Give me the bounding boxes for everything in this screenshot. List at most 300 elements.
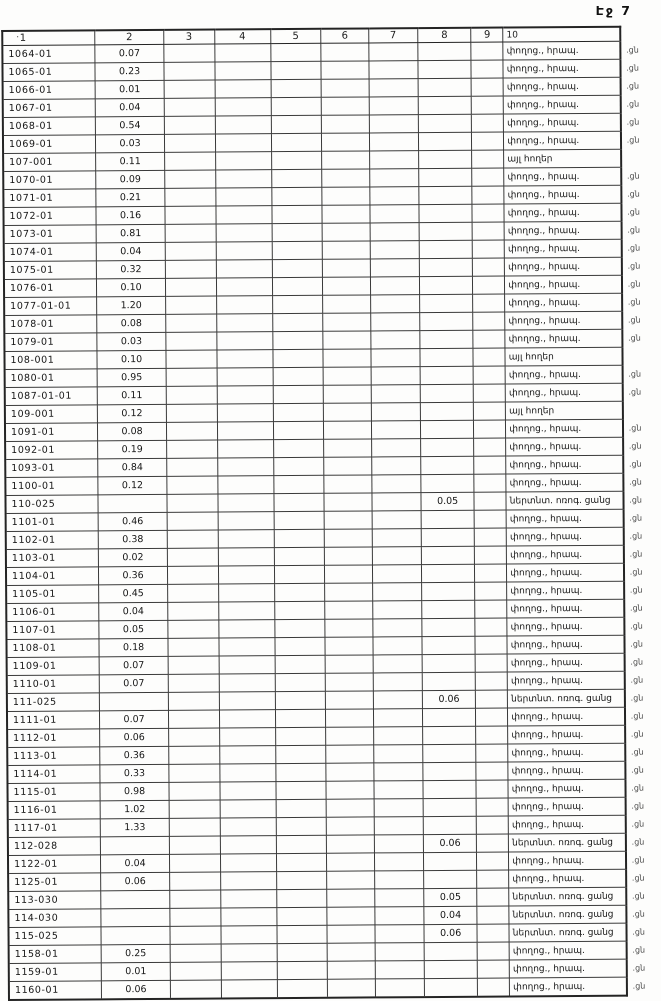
cell-col5	[276, 853, 327, 871]
cell-col7	[375, 925, 424, 943]
cell-col4	[219, 728, 275, 746]
cell-col4	[220, 854, 276, 872]
cell-col4	[218, 512, 274, 530]
margin-mark: .ցն	[627, 261, 641, 271]
cell-col4	[219, 746, 275, 764]
cell-col10: փողոց., հրապ.	[508, 761, 625, 780]
cell-col3	[164, 134, 215, 152]
cell-col1: 1105-01	[6, 585, 99, 604]
cell-col7	[369, 169, 418, 187]
cell-col5	[271, 115, 322, 133]
cell-col4	[217, 440, 273, 458]
cell-col9	[473, 240, 505, 258]
cell-col9	[476, 780, 508, 798]
cell-col6	[323, 367, 370, 385]
cell-col1: 1159-01	[9, 963, 102, 982]
cell-col8	[421, 564, 475, 582]
margin-mark: .ցն	[626, 63, 639, 73]
cell-col2: 1.20	[97, 296, 165, 314]
cell-col8	[423, 780, 477, 798]
cell-col1: 1074-01	[4, 243, 97, 262]
cell-col10: փողոց., հրապ.	[505, 275, 622, 294]
margin-mark: .ցն	[630, 711, 644, 721]
cell-col8	[421, 474, 475, 492]
cell-col7	[374, 835, 423, 853]
cell-col6	[322, 187, 369, 205]
cell-col5	[276, 907, 327, 925]
cell-col5	[274, 583, 325, 601]
cell-col7	[372, 601, 421, 619]
cell-col5	[275, 637, 326, 655]
cell-col3	[168, 638, 219, 656]
cell-col3	[167, 512, 218, 530]
cell-col8	[421, 582, 475, 600]
cell-col7	[371, 457, 420, 475]
cell-col6	[322, 97, 369, 115]
cell-col8	[422, 654, 476, 672]
column-header-10: 10	[503, 27, 620, 42]
cell-col5	[273, 421, 324, 439]
cell-col2	[98, 494, 166, 512]
cell-col6	[323, 313, 370, 331]
cell-col5	[271, 151, 322, 169]
cell-col9	[477, 870, 509, 888]
cell-col1: 1122-01	[8, 855, 101, 874]
cell-col3	[165, 296, 216, 314]
margin-mark: .ցն	[627, 225, 641, 235]
cell-col6	[324, 457, 371, 475]
cell-col8: 0.04	[424, 906, 478, 924]
cell-col3	[166, 422, 217, 440]
cell-col7	[373, 691, 422, 709]
cell-col2: 0.12	[98, 404, 166, 422]
page-number-label: Էջ 7	[595, 3, 632, 18]
cell-col10: փողոց., հրապ.	[503, 77, 620, 96]
cell-col9	[475, 618, 507, 636]
cell-col6	[326, 745, 373, 763]
cell-col4	[217, 458, 273, 476]
cell-col6	[322, 169, 369, 187]
cell-col7	[374, 889, 423, 907]
cell-col6	[322, 223, 369, 241]
cell-col8	[419, 294, 473, 312]
margin-mark: .ցն	[627, 315, 641, 325]
cell-col6	[325, 565, 372, 583]
cell-col3	[166, 404, 217, 422]
cell-col1: 1115-01	[7, 783, 100, 802]
cell-col1: 1108-01	[6, 639, 99, 658]
margin-mark: .ցն	[631, 837, 645, 847]
cell-col10: փողոց., հրապ.	[505, 383, 622, 402]
cell-col10: փողոց., հրապ.	[509, 869, 626, 888]
cell-col4	[220, 890, 276, 908]
cell-col4	[215, 80, 271, 98]
cell-col1: 114-030	[8, 909, 101, 928]
cell-col6	[322, 133, 369, 151]
land-register-table	[1, 25, 661, 1001]
cell-col8	[418, 60, 472, 78]
cell-col9	[475, 510, 507, 528]
cell-col1: 1114-01	[7, 765, 100, 784]
cell-col9	[474, 438, 506, 456]
cell-col3	[168, 656, 219, 674]
margin-mark: .ցն	[628, 441, 642, 451]
cell-col2	[101, 908, 169, 926]
cell-col2	[101, 890, 169, 908]
cell-col5	[273, 403, 324, 421]
cell-col10: փողոց., հրապ.	[508, 725, 625, 744]
cell-col1: 1104-01	[6, 567, 99, 586]
cell-col6	[322, 115, 369, 133]
cell-col10: փողոց., հրապ.	[504, 113, 621, 132]
cell-col4	[216, 206, 272, 224]
cell-col10: այլ հողեր	[505, 347, 622, 366]
cell-col1: 1091-01	[5, 423, 98, 442]
cell-col9	[473, 276, 505, 294]
cell-col5	[276, 835, 327, 853]
cell-col4	[218, 602, 274, 620]
cell-col10: փողոց., հրապ.	[509, 851, 626, 870]
cell-col2: 0.95	[97, 368, 165, 386]
cell-col2: 0.03	[96, 134, 164, 152]
cell-col10: փողոց., հրապ.	[505, 365, 622, 384]
cell-col4	[216, 224, 272, 242]
cell-col1: 1072-01	[3, 207, 96, 226]
cell-col8	[420, 384, 474, 402]
cell-col7	[371, 349, 420, 367]
cell-col1: 111-025	[7, 693, 100, 712]
cell-col2: 0.07	[100, 674, 168, 692]
cell-col1: 112-028	[8, 837, 101, 856]
cell-col10: փողոց., հրապ.	[507, 653, 624, 672]
cell-col4	[215, 188, 271, 206]
cell-col5	[274, 547, 325, 565]
cell-col8	[422, 618, 476, 636]
cell-col10: ներտնտ. ոռոգ. ցանց	[509, 905, 626, 924]
cell-col4	[218, 620, 274, 638]
cell-col7	[370, 313, 419, 331]
cell-col3	[165, 242, 216, 260]
cell-col6	[326, 691, 373, 709]
cell-col1: 1068-01	[3, 117, 96, 136]
cell-col7	[375, 943, 424, 961]
cell-col7	[372, 583, 421, 601]
cell-col3	[169, 890, 220, 908]
cell-col6	[322, 151, 369, 169]
cell-col6	[325, 529, 372, 547]
cell-col4	[217, 476, 273, 494]
cell-col2: 0.02	[99, 548, 167, 566]
cell-col2: 0.08	[98, 422, 166, 440]
cell-col2: 0.46	[98, 512, 166, 530]
cell-col4	[219, 764, 275, 782]
cell-col2: 0.98	[100, 782, 168, 800]
cell-col3	[164, 152, 215, 170]
cell-col3	[169, 818, 220, 836]
cell-col10: փողոց., հրապ.	[507, 635, 624, 654]
cell-col9	[476, 654, 508, 672]
cell-col3	[167, 476, 218, 494]
corner-mark: ·	[16, 32, 20, 43]
cell-col5	[270, 43, 321, 61]
cell-col8	[423, 744, 477, 762]
cell-col10: փողոց., հրապ.	[507, 563, 624, 582]
cell-col1: 1110-01	[7, 675, 100, 694]
cell-col8	[420, 348, 474, 366]
cell-col5	[275, 655, 326, 673]
cell-col6	[327, 925, 374, 943]
cell-col7	[374, 853, 423, 871]
cell-col8	[418, 168, 472, 186]
cell-col1: 115-025	[8, 927, 101, 946]
cell-col7	[375, 979, 424, 998]
margin-mark	[621, 149, 654, 167]
margin-mark: .ցն	[629, 549, 643, 559]
cell-col4	[221, 944, 277, 962]
margin-mark: .ցն	[626, 171, 640, 181]
cell-col2: 0.21	[96, 188, 164, 206]
cell-col5	[272, 277, 323, 295]
cell-col7	[372, 565, 421, 583]
cell-col5	[272, 223, 323, 241]
cell-col8	[418, 78, 472, 96]
cell-col6	[327, 871, 374, 889]
cell-col2	[101, 836, 169, 854]
cell-col3	[167, 530, 218, 548]
margin-mark: .ցն	[629, 585, 643, 595]
cell-col1: 1065-01	[2, 63, 95, 82]
cell-col7	[372, 493, 421, 511]
cell-col2: 0.10	[97, 350, 165, 368]
cell-col10: փողոց., հրապ.	[507, 599, 624, 618]
margin-mark: .ցն	[632, 981, 646, 991]
cell-col7	[370, 259, 419, 277]
cell-col10: փողոց., հրապ.	[509, 941, 626, 960]
cell-col3	[167, 566, 218, 584]
cell-col9	[474, 420, 506, 438]
margin-mark: .ցն	[631, 765, 644, 775]
margin-mark: .ցն	[629, 567, 643, 577]
cell-col2: 0.04	[96, 98, 164, 116]
cell-col4	[216, 332, 272, 350]
cell-col8	[422, 636, 476, 654]
cell-col6	[324, 439, 371, 457]
cell-col8	[418, 114, 472, 132]
cell-col9	[472, 132, 504, 150]
cell-col10: փողոց., հրապ.	[510, 977, 627, 996]
cell-col7	[370, 277, 419, 295]
cell-col7	[369, 151, 418, 169]
cell-col4	[215, 170, 271, 188]
cell-col9	[475, 600, 507, 618]
cell-col1: 1107-01	[6, 621, 99, 640]
column-header-3: 3	[163, 30, 214, 45]
cell-col8	[420, 366, 474, 384]
cell-col4	[214, 44, 270, 62]
cell-col1: 1113-01	[7, 747, 100, 766]
cell-col9	[473, 294, 505, 312]
cell-col7	[372, 511, 421, 529]
cell-col9	[477, 924, 509, 942]
cell-col7	[371, 421, 420, 439]
cell-col5	[277, 943, 328, 961]
cell-col9	[477, 816, 509, 834]
cell-col6	[324, 511, 371, 529]
cell-col4	[219, 638, 275, 656]
cell-col4	[217, 404, 273, 422]
cell-col8	[419, 312, 473, 330]
cell-col8	[418, 42, 472, 60]
cell-col3	[166, 350, 217, 368]
cell-col7	[373, 745, 422, 763]
margin-mark: .ցն	[630, 675, 644, 685]
cell-col6	[326, 709, 373, 727]
cell-col10: փողոց., հրապ.	[508, 815, 625, 834]
cell-col3	[167, 584, 218, 602]
cell-col9	[472, 186, 504, 204]
cell-col2: 0.19	[98, 440, 166, 458]
cell-col3	[169, 782, 220, 800]
cell-col9	[477, 906, 509, 924]
cell-col5	[275, 745, 326, 763]
margin-mark: .ցն	[627, 207, 640, 217]
cell-col9	[477, 798, 509, 816]
cell-col6	[321, 79, 368, 97]
margin-mark: .ցն	[626, 135, 640, 145]
cell-col6	[323, 259, 370, 277]
cell-col7	[371, 403, 420, 421]
cell-col10: փողոց., հրապ.	[504, 203, 621, 222]
cell-col6	[327, 943, 374, 961]
cell-col3	[169, 764, 220, 782]
cell-col4	[220, 800, 276, 818]
cell-col3	[166, 386, 217, 404]
cell-col6	[324, 475, 371, 493]
cell-col8	[424, 978, 478, 997]
cell-col3	[170, 926, 221, 944]
cell-col9	[473, 258, 505, 276]
cell-col10: ներտնտ. ոռոգ. ցանց	[509, 833, 626, 852]
cell-col1: 109-001	[5, 405, 98, 424]
cell-col8	[418, 96, 472, 114]
cell-col6	[321, 43, 368, 61]
cell-col4	[220, 818, 276, 836]
cell-col2: 0.05	[99, 620, 167, 638]
cell-col6	[322, 205, 369, 223]
cell-col8: 0.05	[421, 492, 475, 510]
cell-col8	[420, 402, 474, 420]
margin-mark: .ցն	[632, 945, 646, 955]
cell-col5	[274, 619, 325, 637]
cell-col7	[373, 655, 422, 673]
cell-col3	[169, 836, 220, 854]
margin-mark: .ցն	[628, 459, 642, 469]
margin-mark: .ցն	[628, 387, 642, 397]
cell-col6	[323, 331, 370, 349]
cell-col6	[323, 277, 370, 295]
cell-col2: 0.36	[100, 746, 168, 764]
cell-col3	[166, 458, 217, 476]
cell-col2: 0.32	[97, 260, 165, 278]
cell-col7	[371, 331, 420, 349]
cell-col9	[476, 672, 508, 690]
column-header-4: 4	[214, 29, 270, 44]
cell-col10: փողոց., հրապ.	[507, 545, 624, 564]
cell-col9	[473, 312, 505, 330]
column-header-5: 5	[270, 29, 321, 44]
cell-col3	[166, 368, 217, 386]
cell-col2: 0.04	[97, 242, 165, 260]
cell-col3	[165, 314, 216, 332]
cell-col7	[374, 871, 423, 889]
cell-col1: 1080-01	[5, 369, 98, 388]
cell-col9	[475, 582, 507, 600]
margin-mark	[623, 401, 656, 419]
cell-col10: փողոց., հրապ.	[509, 959, 626, 978]
cell-col6	[325, 655, 372, 673]
cell-col4	[216, 314, 272, 332]
cell-col1: 1158-01	[9, 945, 102, 964]
cell-col2	[101, 926, 169, 944]
cell-col2: 0.38	[99, 530, 167, 548]
cell-col9	[472, 114, 504, 132]
cell-col3	[167, 602, 218, 620]
cell-col8	[421, 600, 475, 618]
cell-col8	[419, 258, 473, 276]
cell-col4	[219, 710, 275, 728]
cell-col7	[370, 295, 419, 313]
margin-mark: .ցն	[629, 531, 643, 541]
cell-col4	[218, 494, 274, 512]
cell-col1: 113-030	[8, 891, 101, 910]
cell-col1: 1075-01	[4, 261, 97, 280]
cell-col4	[221, 926, 277, 944]
cell-col7	[370, 205, 419, 223]
cell-col2: 0.11	[96, 152, 164, 170]
cell-col6	[326, 727, 373, 745]
cell-col7	[369, 115, 418, 133]
cell-col4	[218, 530, 274, 548]
cell-col10: փողոց., հրապ.	[507, 617, 624, 636]
cell-col7	[370, 187, 419, 205]
cell-col7	[370, 241, 419, 259]
cell-col9	[474, 402, 506, 420]
cell-col10: փողոց., հրապ.	[505, 311, 622, 330]
cell-col3	[164, 170, 215, 188]
cell-col2: 0.03	[97, 332, 165, 350]
cell-col5	[271, 169, 322, 187]
cell-col10: փողոց., հրապ.	[504, 167, 621, 186]
cell-col7	[375, 961, 424, 979]
cell-col7	[369, 43, 418, 61]
cell-col3	[165, 260, 216, 278]
cell-col1: 110-025	[5, 495, 98, 514]
cell-col3	[168, 746, 219, 764]
cell-col3	[168, 692, 219, 710]
cell-col7	[369, 133, 418, 151]
margin-mark: .ցն	[627, 279, 641, 289]
cell-col6	[327, 817, 374, 835]
cell-col2: 0.23	[95, 62, 163, 80]
cell-col8	[423, 852, 477, 870]
cell-col3	[164, 44, 215, 62]
cell-col7	[371, 367, 420, 385]
cell-col5	[273, 385, 324, 403]
column-header-2: 2	[95, 30, 163, 45]
cell-col1: 1100-01	[5, 477, 98, 496]
cell-col10: փողոց., հրապ.	[505, 257, 622, 276]
table-body	[2, 41, 660, 1000]
